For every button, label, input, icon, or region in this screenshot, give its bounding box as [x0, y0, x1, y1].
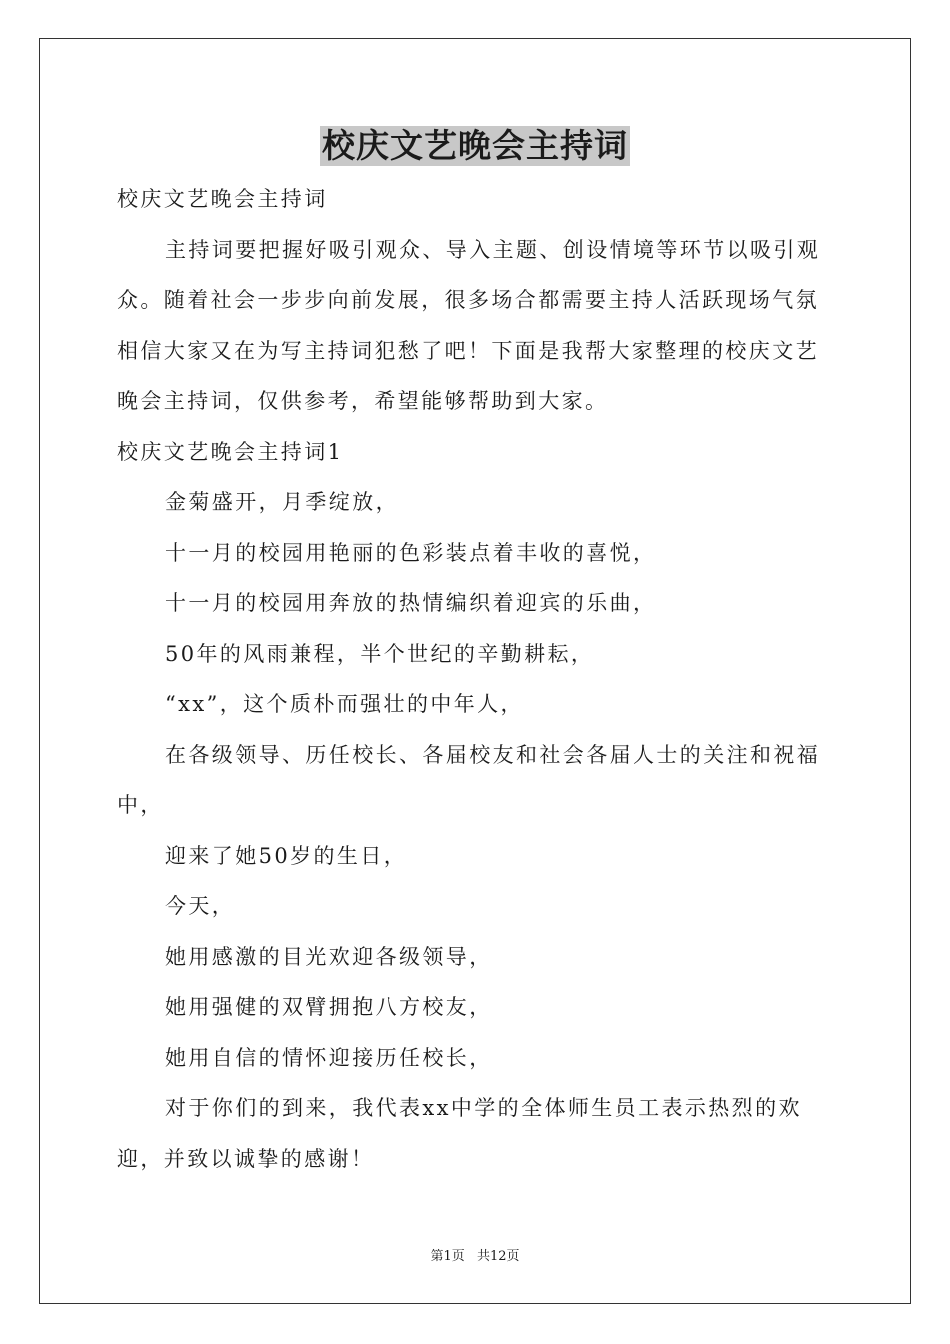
- body-line: 迎，并致以诚挚的感谢！: [117, 1146, 375, 1171]
- page-total: 共12页: [476, 1249, 520, 1264]
- body-line: 今天，: [165, 894, 236, 918]
- title-container: [0, 126, 950, 166]
- body-line: 在各级领导、历任校长、各届校友和社会各届人士的关注和祝福: [165, 742, 821, 767]
- document-body: [117, 174, 835, 1184]
- body-line: 对于你们的到来，我代表xx中学的全体师生员工表示热烈的欢: [165, 1096, 802, 1120]
- body-line: 迎来了她50岁的生日，: [165, 843, 408, 868]
- body-line: 相信大家又在为写主持词犯愁了吧！下面是我帮大家整理的校庆文艺: [117, 338, 819, 363]
- body-line: 十一月的校园用艳丽的色彩装点着丰收的喜悦，: [165, 540, 657, 565]
- body-line: 中，: [117, 793, 164, 817]
- body-line: 十一月的校园用奔放的热情编织着迎宾的乐曲，: [165, 591, 657, 615]
- body-line: 她用感激的目光欢迎各级领导，: [165, 944, 493, 969]
- body-line: 众。随着社会一步步向前发展，很多场合都需要主持人活跃现场气氛: [117, 288, 819, 312]
- body-line: 主持词要把握好吸引观众、导入主题、创设情境等环节以吸引观: [165, 237, 821, 262]
- page-number: 第1页: [430, 1249, 465, 1264]
- page-footer: [0, 1248, 950, 1266]
- body-line: 校庆文艺晚会主持词: [117, 187, 328, 211]
- body-line: 她用自信的情怀迎接历任校长，: [165, 1045, 493, 1070]
- body-line: 金菊盛开，月季绽放，: [165, 490, 399, 514]
- body-line: “xx”，这个质朴而强壮的中年人，: [165, 692, 524, 716]
- body-line: 晚会主持词，仅供参考，希望能够帮助到大家。: [117, 389, 609, 413]
- document-title: 校庆文艺晚会主持词: [322, 126, 628, 165]
- body-line: 50年的风雨兼程，半个世纪的辛勤耕耘，: [165, 641, 595, 666]
- section-heading: 校庆文艺晚会主持词1: [117, 439, 344, 464]
- body-line: 她用强健的双臂拥抱八方校友，: [165, 995, 493, 1019]
